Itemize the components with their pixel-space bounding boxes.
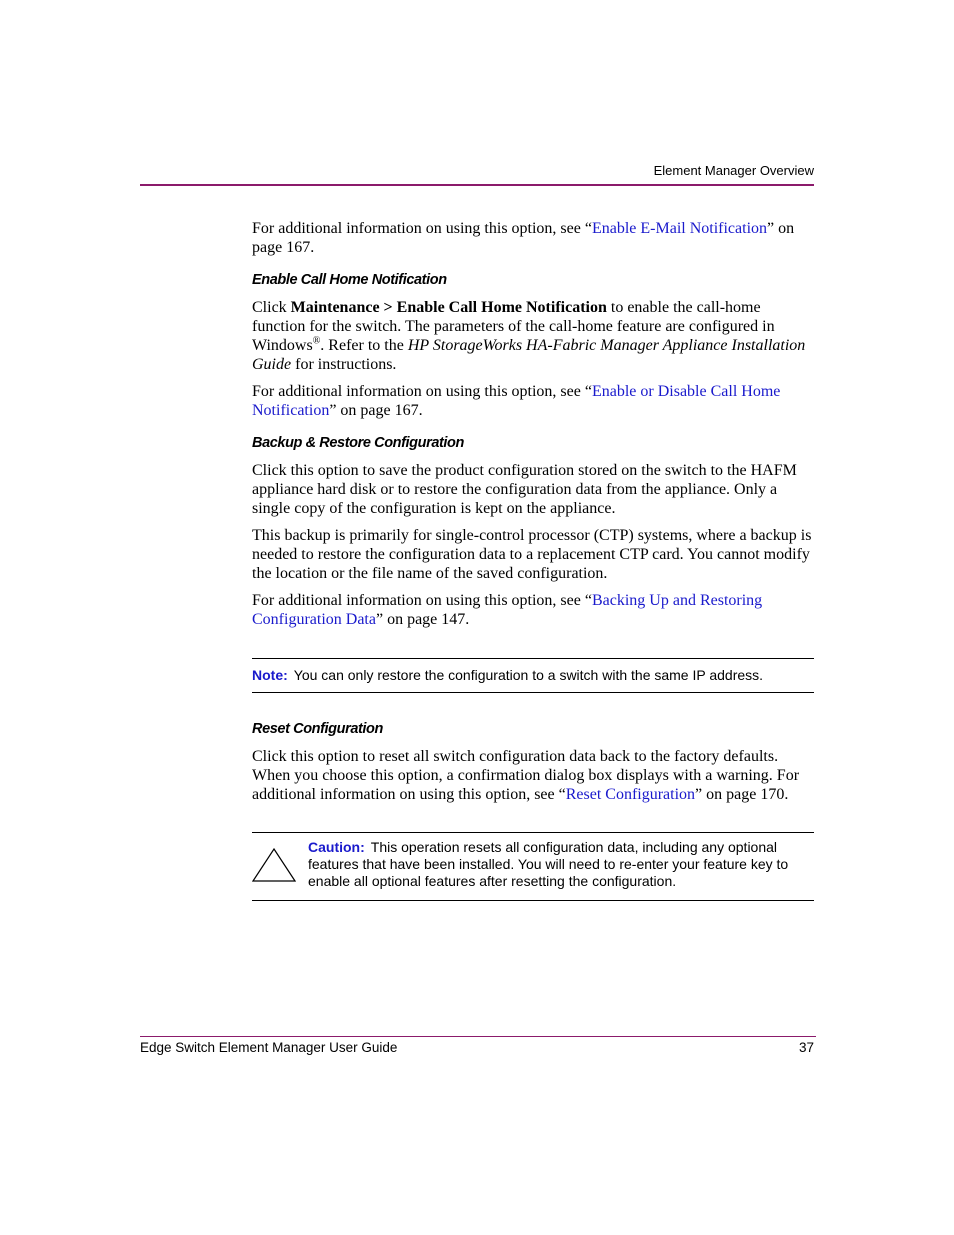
heading-reset-configuration: Reset Configuration <box>252 721 383 737</box>
body-column <box>252 219 814 901</box>
menu-path: Maintenance > Enable Call Home Notification <box>290 299 607 316</box>
caution-text: This operation resets all configuration data, including any optional features that have been installed. You will need to re-enter your feature key to enable all optional features after resetting the configuration. <box>308 839 789 889</box>
note-label: Note: <box>252 667 288 683</box>
caution-text-block <box>308 839 814 890</box>
registered-mark: ® <box>312 335 321 347</box>
link-backing-up-restoring[interactable]: Backing Up and Restoring Configuration Data <box>252 592 763 628</box>
link-reset-configuration[interactable]: Reset Configuration <box>565 786 696 803</box>
note-text: You can only restore the configuration to a switch with the same IP address. <box>293 667 764 683</box>
reset-paragraph: Click this option to reset all switch configuration data back to the factory defaults. When you choose this option, a confirmation dialog box displays with a warning. For additional information on using this option, see “Reset Configuration” on page 170. <box>252 748 800 803</box>
link-enable-email-notification[interactable]: Enable E-Mail Notification <box>591 220 768 237</box>
heading-enable-call-home: Enable Call Home Notification <box>252 272 447 288</box>
header-rule <box>140 184 814 186</box>
running-header: Element Manager Overview <box>653 163 814 178</box>
note-box <box>252 658 814 693</box>
intro-paragraph: For additional information on using this option, see “Enable E-Mail Notification” on page 167. <box>252 220 795 256</box>
call-home-reference-paragraph: For additional information on using this option, see “Enable or Disable Call Home Notification” on page 167. <box>252 383 781 419</box>
footer-rule <box>140 1036 816 1037</box>
link-enable-disable-call-home[interactable]: Enable or Disable Call Home Notification <box>252 383 781 419</box>
backup-reference-paragraph: For additional information on using this option, see “Backing Up and Restoring Configuration Data” on page 147. <box>252 592 763 628</box>
call-home-paragraph: Click Maintenance > Enable Call Home Notification to enable the call-home function for the switch. The parameters of the call-home feature are configured in Windows®. Refer to the HP StorageWorks HA-Fabric Manager Appliance Installation Guide for instructions. <box>252 299 806 373</box>
guide-title-italic: HP StorageWorks HA-Fabric Manager Appliance Installation Guide <box>252 337 806 373</box>
caution-label: Caution: <box>308 839 365 855</box>
heading-backup-restore: Backup & Restore Configuration <box>252 435 464 451</box>
page-number: 37 <box>798 1040 814 1055</box>
caution-triangle-icon <box>252 848 296 882</box>
caution-box <box>252 832 814 901</box>
backup-paragraph-2: This backup is primarily for single-control processor (CTP) systems, where a backup is needed to restore the configuration data to a replacement CTP card. You cannot modify the location or the file name of the saved configuration. <box>252 527 812 582</box>
footer-guide-title: Edge Switch Element Manager User Guide <box>140 1040 398 1055</box>
backup-paragraph-1: Click this option to save the product configuration stored on the switch to the HAFM appliance hard disk or to restore the configuration data from the appliance. Only a single copy of the configuration is kept on the appliance. <box>252 462 797 517</box>
